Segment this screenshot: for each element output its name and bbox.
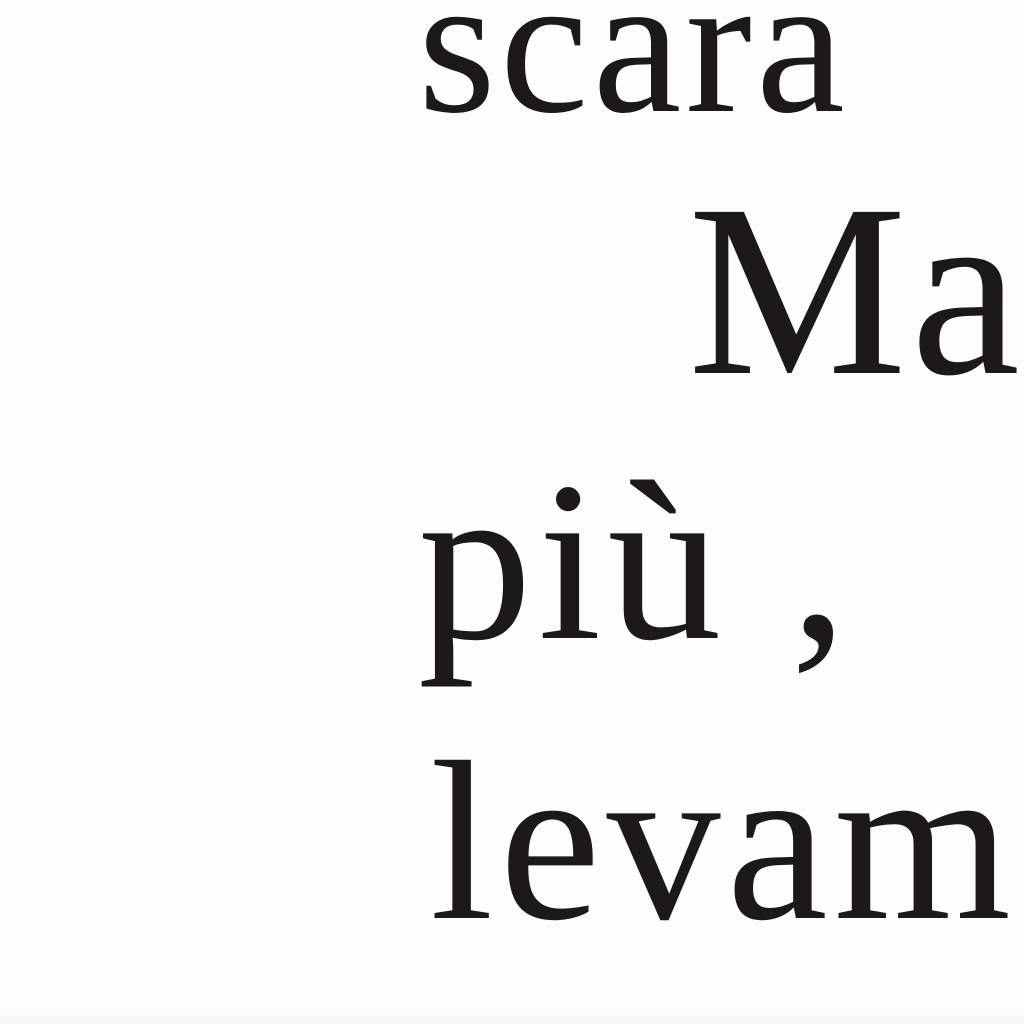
text-line-3: più , [418, 436, 854, 688]
text-line-4: levam [430, 716, 1018, 968]
text-line-2: Ma [688, 155, 1024, 427]
text-line-1: scara [418, 0, 849, 155]
paper-bottom-edge [0, 1006, 1024, 1024]
